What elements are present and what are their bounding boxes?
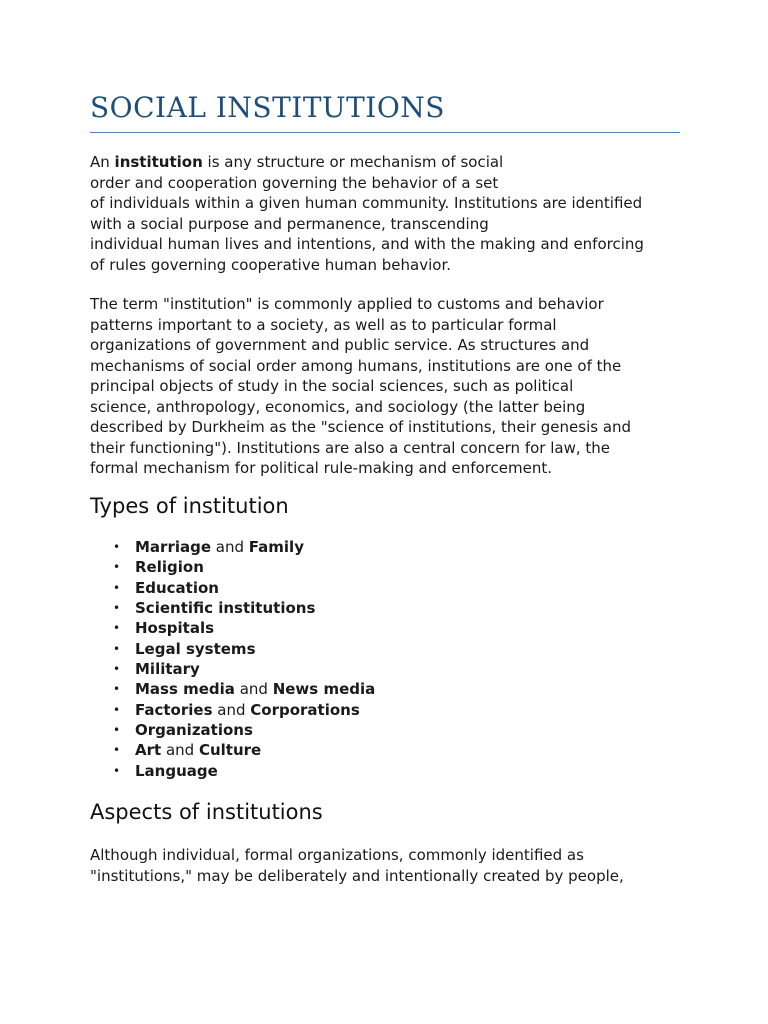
bullet-icon: • [113,662,121,677]
intro-paragraph [90,152,690,275]
term-line: principal objects of study in the social sciences, such as political [90,377,574,395]
intro-line: of individuals within a given human community. Institutions are identified [90,194,643,212]
list-item [90,740,375,760]
term-line: organizations of government and public service. As structures and [90,336,590,354]
list-item-term: Religion [135,558,204,577]
list-item-connector: and [234,680,273,699]
intro-line [90,152,690,173]
types-list [90,537,375,781]
term-line: The term "institution" is commonly applied to customs and behavior [90,295,604,313]
intro-term-bold: institution [114,153,203,171]
list-item-term: Education [135,578,219,597]
bullet-icon: • [113,580,121,595]
term-line: mechanisms of social order among humans, institutions are one of the [90,356,622,375]
list-item [90,679,375,699]
list-item-term: Hospitals [135,619,215,638]
title-underline [90,132,680,133]
term-line: science, anthropology, economics, and sociology (the latter being [90,397,586,416]
list-item [90,659,375,679]
list-item-term: Marriage [135,538,212,556]
bullet-icon: • [113,621,121,636]
types-heading: Types of institution [90,494,289,518]
intro-line: order and cooperation governing the behavior of a set [90,173,499,192]
list-item-term: Language [135,761,218,780]
list-item-term: Organizations [135,721,253,740]
aspects-heading: Aspects of institutions [90,800,323,824]
aspects-line: "institutions," may be deliberately and intentionally created by people, [90,866,624,885]
term-line: described by Durkheim as the "science of institutions, their genesis and [90,418,632,436]
term-line: formal mechanism for political rule-making and enforcement. [90,459,553,477]
bullet-icon: • [113,682,121,697]
list-item-term: Mass media [135,680,235,699]
list-item [90,557,375,577]
list-item [90,537,375,557]
term-line: patterns important to a society, as well as to particular formal [90,315,557,334]
intro-line: of rules governing cooperative human behavior. [90,255,452,274]
bullet-icon: • [113,641,121,656]
list-item [90,761,375,781]
list-item [90,720,375,740]
list-item-connector: and [211,538,249,556]
aspects-line: Although individual, formal organizations, commonly identified as [90,846,584,864]
bullet-icon: • [113,601,121,616]
intro-text: An [90,153,115,171]
list-item-term: Corporations [250,700,360,719]
aspects-paragraph [90,845,690,886]
list-item [90,700,375,720]
list-item-term: Factories [135,700,213,719]
list-item-term: Culture [198,741,262,760]
list-item-term: Scientific institutions [135,599,316,618]
bullet-icon: • [113,560,121,575]
bullet-icon: • [113,723,121,738]
list-item-connector: and [161,741,199,760]
list-item [90,618,375,638]
bullet-icon: • [113,743,121,758]
list-item [90,639,375,659]
list-item-term: Legal systems [135,639,256,658]
list-item-term: News media [272,680,376,699]
bullet-icon: • [113,702,121,717]
term-paragraph [90,294,690,479]
page-title: SOCIAL INSTITUTIONS [90,91,445,124]
list-item-term: Family [248,538,304,556]
bullet-icon: • [113,540,121,554]
bullet-icon: • [113,763,121,778]
list-item-connector: and [212,700,251,719]
intro-line: individual human lives and intentions, and with the making and enforcing [90,235,644,253]
intro-text: is any structure or mechanism of social [202,153,504,171]
list-item-term: Art [135,741,162,760]
list-item [90,598,375,618]
term-line: their functioning"). Institutions are also a central concern for law, the [90,438,610,457]
list-item [90,578,375,598]
list-item-term: Military [135,660,200,679]
intro-line: with a social purpose and permanence, transcending [90,214,489,233]
